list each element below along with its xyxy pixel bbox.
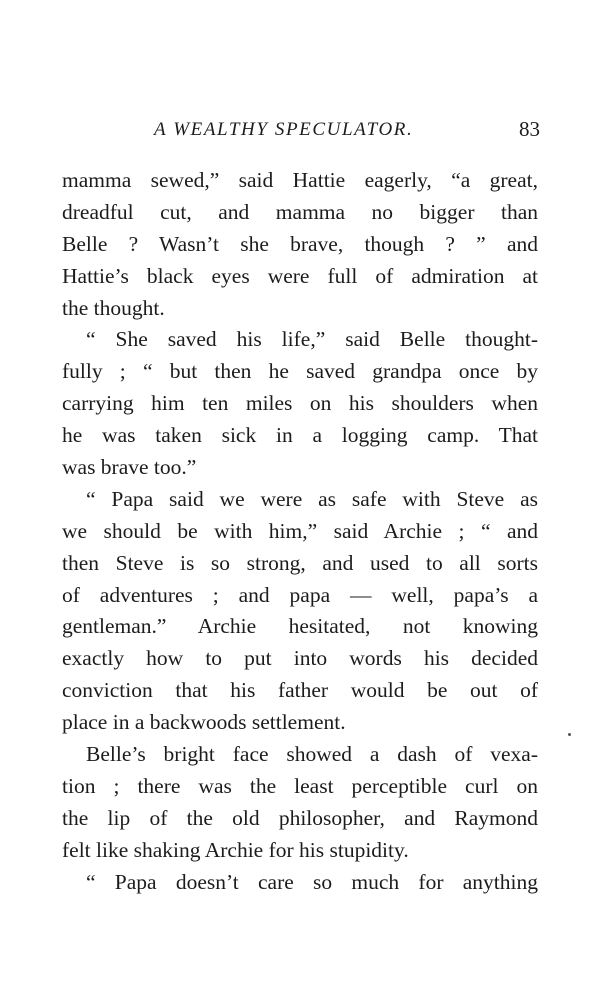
body-text (62, 165, 538, 898)
text-line: Belle ? Wasn’t she brave, though ? ” and (62, 231, 538, 256)
text-line: Hattie’s black eyes were full of admiration at (62, 263, 538, 288)
text-line: dreadful cut, and mamma no bigger than (62, 199, 538, 224)
running-title: A WEALTHY SPECULATOR. (154, 119, 414, 140)
text-line: Belle’s bright face showed a dash of vexa- (86, 742, 538, 767)
text-line: “ She saved his life,” said Belle thought- (86, 327, 538, 352)
text-line: then Steve is so strong, and used to all sorts (62, 550, 538, 575)
text-line: conviction that his father would be out of (62, 678, 538, 703)
text-line: tion ; there was the least perceptible curl on (62, 773, 538, 798)
page-speck (568, 733, 571, 736)
text-line: the thought. (62, 295, 165, 320)
page-number: 83 (519, 117, 540, 141)
text-line: was brave too.” (62, 455, 197, 480)
text-line: place in a backwoods settlement. (62, 710, 346, 735)
text-line: of adventures ; and papa — well, papa’s a (62, 582, 538, 607)
text-line: mamma sewed,” said Hattie eagerly, “a great, (62, 168, 538, 192)
text-line: “ Papa doesn’t care so much for anything (86, 869, 538, 894)
running-head (62, 118, 540, 148)
text-line: fully ; “ but then he saved grandpa once by (62, 359, 538, 384)
text-line: felt like shaking Archie for his stupidity. (62, 837, 409, 862)
text-line: we should be with him,” said Archie ; “ and (62, 518, 538, 543)
text-line: exactly how to put into words his decided (62, 646, 538, 671)
text-line: the lip of the old philosopher, and Raymond (62, 805, 538, 830)
text-line: he was taken sick in a logging camp. That (62, 423, 538, 448)
text-line: carrying him ten miles on his shoulders when (62, 391, 538, 416)
text-line: “ Papa said we were as safe with Steve as (86, 486, 538, 511)
text-line: gentleman.” Archie hesitated, not knowing (62, 614, 538, 639)
